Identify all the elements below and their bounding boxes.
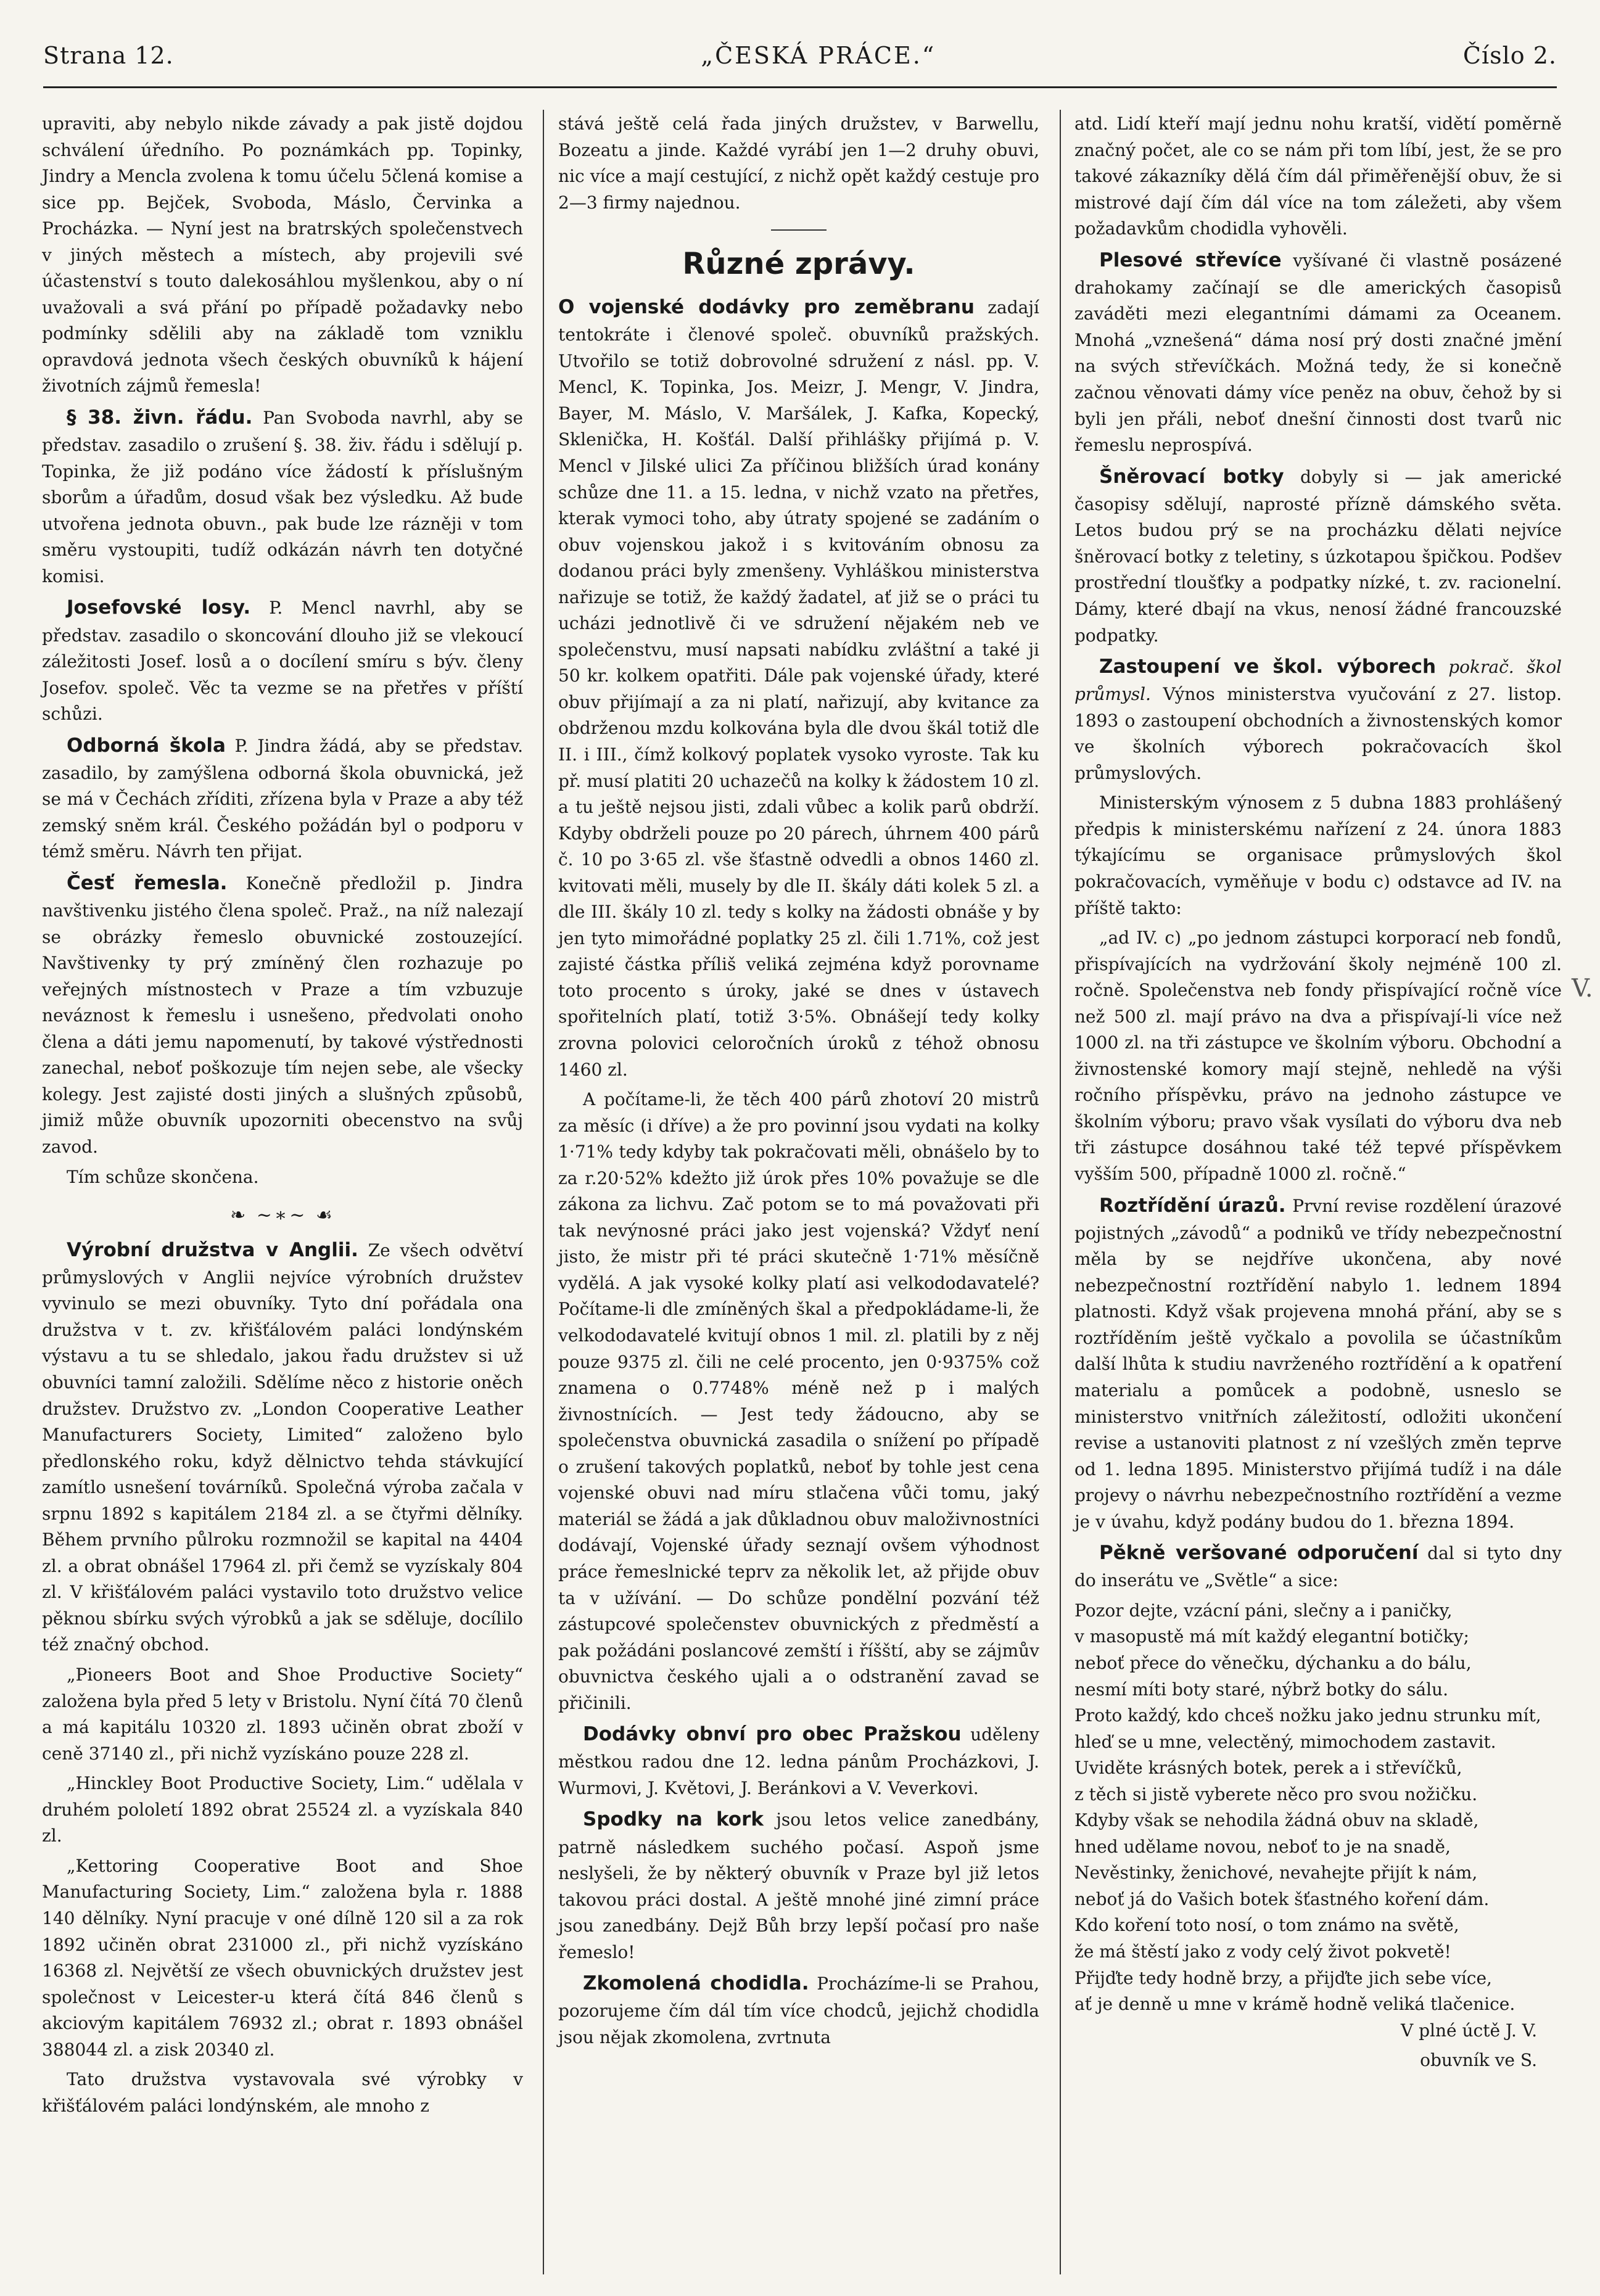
paragraph-text: Ze všech odvětví průmyslových v Anglii nejvíce výrobních družstev vyvinulo se mezi obuvníky. Tyto dní pořádala ona družstva v t. zv. křišťálovém paláci londýnském výstavu a tu se shledalo, jakou řadu družstev si už obuvníci tamní založili. Sdělíme něco z historie oněch družstev. Družstvo zv. „London Cooperative Leather Manufacturers Society, Limited“ založeno bylo předlonského roku, když dělnictvo tehda stávkující zamítlo usnešení továrníků. Společná výroba začala v srpnu 1892 s kapitálem 2184 zl. a se čtyřmi dělníky. Během prvního půlroku rozmnožil se kapital na 4404 zl. a obrat obnášel 17964 zl. při čemž se vyzískaly 804 zl. V křišťálovém paláci vystavilo toto družstvo velice pěknou sbírku svých výrobků a jak se sděluje, docílilo též značný obchod. [42,1240,523,1655]
paragraph [42,731,523,865]
paragraph-text: dobyly si — jak americké časopisy sdělují, naprosté přízně dámského světa. Letos budou prý se na procházku dělati nejvíce šněrovací botky z teletiny, s úzkotapou špičkou. Podšev prostřední tloušťky a podpatky nízké, t. zv. racionelní. Dámy, které dbají na vkus, nenosí žádné francouzské podpatky. [1074,466,1562,646]
poem-line: ať je denně u mne v krámě hodně veliká tlačenice. [1074,1994,1515,2015]
paragraph-text: První revise rozdělení úrazové pojistných „závodů“ a podniků ve třídy nebezpečnostní měla by se nejdříve ukončena, aby nové nebezpečnostní roztřídění nabylo 1. lednem 1894 platnosti. Když však projevena mnohá přání, aby se s roztříděním ještě vyčkalo a povolila se účastníkům další lhůta k studiu navrženého roztřídění a k opatření materialu a pomůcek a podobně, usneslo se ministerstvo vnitřních záležitostí, odložiti ukončení revise a ustanoviti platnost z ní vzešlých změn teprve od 1. ledna 1895. Ministerstvo přijímá tudíž i na dále projevy o návrhu nebezpečnostního roztřídění a vezme je v úvahu, když podány budou do 1. března 1894. [1074,1195,1562,1532]
poem-line: nesmí míti boty staré, nýbrž botky do sálu. [1074,1679,1448,1700]
poem-line: Kdyby však se nehodila žádná obuv na skladě, [1074,1810,1479,1831]
article-heading: Dodávky obnví pro obec Pražskou [583,1723,962,1746]
page-header [43,36,1557,75]
newspaper-title: „ČESKÁ PRÁCE.“ [701,42,936,69]
poem-line: že má štěstí jako z vody celý život pokvetě! [1074,1941,1451,1962]
article-heading: Pěkně veršované odporučení [1099,1542,1419,1565]
poem-line: neboť přece do věnečku, dýchanku a do bálu, [1074,1652,1472,1673]
paragraph [558,1805,1039,1965]
paragraph [1074,1539,1562,1594]
paragraph-text: uděleny městkou radou dne 12. ledna pánům Procházkovi, J. Wurmovi, J. Květovi, J. Beránkovi a V. Veverkovi. [558,1724,1039,1798]
paragraph-text: jsou letos velice zanedbány, patrně následkem suchého počasí. Aspoň jsme neslyšeli, že by některý obuvník v Praze byl již letos takovou práci dostal. A ještě mnohé jiné zimní práce jsou zanedbány. Dejž Bůh brzy lepší počasí pro naše řemeslo! [558,1809,1039,1962]
paragraph-text: Procházíme-li se Prahou, pozorujeme čím dál tím více chodců, jejichž chodidla jsou nějak zkomolena, zvrtnuta [558,1973,1039,2047]
article-heading: Plesové střevíce [1099,249,1282,271]
article-subheading: pokrač. škol průmysl. [1074,657,1562,705]
column-1 [42,111,523,2123]
paragraph: stává ještě celá řada jiných družstev, v Barwellu, Bozeatu a jinde. Každé vyrábí jen 1—2 druhy obuvi, nic více a mají cestující, z nichž opět každý cestuje pro 2—3 firmy najednou. [558,113,1039,213]
paragraph: Tím schůze skončena. [67,1166,259,1187]
inline-heading: Česť řemesla. [67,872,228,894]
poem-line: Uviděte krásných botek, perek a i střevíčků, [1074,1758,1462,1779]
page-number: Strana 12. [43,42,174,69]
poem [1074,1598,1562,2018]
poem-line: v masopustě má mít každý elegantní botičky; [1074,1626,1469,1647]
paragraph [1074,246,1562,459]
poem-line: neboť já do Vašich botek šťastného koření dám. [1074,1888,1490,1909]
article-heading: Roztřídění úrazů. [1099,1194,1286,1217]
paragraph-text: Pan Svoboda navrhl, aby se představ. zasadilo o zrušení §. 38. živ. řádu i sdělují p. Topinka, že již podáno více žádostí k příslušným sborům a úřadům, dosud však bez výsledku. Až bude utvořena jednota obuvn., pak bude lze rázněji v tom směru vystoupiti, tudíž odkázán návrh ten dotyčné komisi. [42,408,523,586]
signature-line: obuvník ve S. [1420,2050,1537,2071]
column-3 [1074,111,1562,2078]
poem-line: Kdo koření toto nosí, o tom známo na světě, [1074,1915,1459,1936]
poem-line: hned udělame novou, neboť to je na snadě, [1074,1836,1451,1857]
paragraph-text: dal si tyto dny do inserátu ve „Světle“ a sice: [1074,1543,1562,1591]
section-title: Různé zprávy. [682,247,915,282]
paragraph [42,869,523,1161]
article-heading: Zastoupení ve škol. výborech [1099,656,1437,678]
paragraph: Ministerským výnosem z 5 dubna 1883 prohlášený předpis k ministerskému nařízení z 24. února 1883 týkajícímu se organisace průmyslových škol pokračovacích, vyměňuje v bodu c) odstavce ad IV. na příště takto: [1074,792,1562,918]
ornament-divider: ❧ ~∗~ ☙ [230,1204,335,1227]
poem-line: Proto každý, kdo chceš nožku jako jednu strunku mít, [1074,1705,1541,1726]
paragraph [1074,652,1562,786]
signature-line: V plné úctě J. V. [1400,2020,1537,2041]
section-rule [771,229,827,231]
inline-heading: § 38. živn. řádu. [67,406,253,429]
paragraph [42,403,523,590]
article-heading: Zkomolená chodidla. [583,1972,809,1995]
paragraph: „ad IV. c) „po jednom zástupci korporací neb fondů, přispívajících na vydržování školy nejméně 100 zl. ročně. Společenstva neb fondy přispívající ročně více než 500 zl. mají právo na dva a přispívají-li více než 1000 zl. na tři zástupce ve školním výboru. Obchodní a živnostenské komory mají stejně, nehledě na výši ročního příspěvku, právo na jednoho zástupce ve školním výboru; pravo však vysílati do výboru dva neb tři zástupce dosáhnou také též tepvé příspěvkem vyšším 500, případně 1000 zl. ročně.“ [1074,928,1562,1185]
paragraph-text: Konečně předložil p. Jindra navštivenku jistého člena společ. Praž., na níž nalezají se obrázky řemeslo obuvnické zostouzející. Navštivenky ty prý zmíněný člen rozhazuje po veřejných místnostech v Praze a tím vzbuzuje neváznost k řemeslu i usnešeno, předvolati onoho člena a dáti jemu napomenutí, by takové výstřednosti zanechal, neboť poškozuje tím nejen sebe, ale všecky kolegy. Jest zajisté dosti jiných a slušných způsobů, jimiž může obuvník upozorniti obecenstvo na svůj zavod. [42,873,523,1158]
paragraph-text: P. Mencl navrhl, aby se představ. zasadilo o skoncování dlouho již se vlekoucí záležitosti Josef. losů a o docílení smíru s býv. členy Josefov. společ. Věc ta vezme se na přetřes v příští schůzi. [42,598,523,725]
paragraph: Tato družstva vystavovala své výrobky v křišťálovém paláci londýnském, ale mnoho z [42,2069,523,2116]
inline-heading: Josefovské losy. [67,596,251,619]
paragraph [42,593,523,727]
paragraph [1074,1191,1562,1536]
poem-line: z těch si jistě vyberete něco pro svou nožičku. [1074,1784,1478,1804]
poem-line: hleď se u mne, velectěný, mimochodem zastavit. [1074,1731,1496,1752]
paragraph-text: Výnos ministerstva vyučování z 27. listop. 1893 o zastoupení obchodních a živnostenských komor ve školních výborech pokračovacích škol průmyslových. [1074,684,1562,783]
paragraph: „Pioneers Boot and Shoe Productive Society“ založena byla před 5 lety v Bristolu. Nyní čítá 70 členů a má kapitálu 10320 zl. 1893 učiněn obrat zboží v ceně 37140 zl., při nichž vyzískáno pouze 228 zl. [42,1664,523,1764]
paragraph: „Hinckley Boot Productive Society, Lim.“ udělala v druhém pololetí 1892 obrat 25524 zl. a vyzískala 840 zl. [42,1773,523,1846]
paragraph-text: zadají tentokráte i členové společ. obuvníků pražských. Utvořilo se totiž dobrovolné sdružení z násl. pp. V. Mencl, K. Topinka, Jos. Meizr, J. Mengr, V. Jindra, Bayer, M. Máslo, V. Maršálek, J. Kafka, Kopecký, Sklenička, H. Košťál. Další přihlášky přijímá p. V. Mencl v Jilské ulici Za příčinou bližších úrad konány schůze dne 11. a 15. ledna, v nichž vzato na přetřes, kterak vymoci toho, aby útraty spojené se zadáním o obuv vojenskou jakož i s kvitováním obnosu za dodanou práci byly zmenšeny. Vyhláškou ministerstva nařizuje se totiž, že každý žadatel, ať již se o práci tu ucházi jednotlivě či ve sdružení nějakém neb ve společenstvu, musí napsati nabídku zvláštní a také ji 50 kr. kolkem opatřiti. Dále pak vojenské úřady, které obuv přijímají a za ni platí, nařizují, aby kvitance za obdrženou mzdu kolkována byla dle dvou škál totiž dle II. i III., čímž kolkový poplatek vysoko vyroste. Tak ku př. musí platiti 20 uchazečů na kolky k žádostem 10 zl. a tu ještě nejsou jisti, zdali vůbec a kolik parů obdrží. Kdyby obdrželi pouze po 20 párech, úhrnem 400 párů č. 10 po 3·65 zl. vše šťastně odvedli a obnos 1460 zl. kvitovati měli, musely by dle II. škály dáti kolek 5 zl. a dle III. škály 10 zl. tedy s kolky na žádosti obnáše y by jen tyto mimořádné poplatky 25 zl. čili 1.71%, což jest zajisté částka příliš veliká zejména když porovname toto procento s úroky, jaké se dnes v ústavech spořitelních platí, totiž 3·5%. Obnášejí tedy kolky zrovna polovici celoročních úroků z téhož obnosu 1460 zl. [558,297,1039,1080]
inline-heading: Odborná škola [67,734,226,757]
paragraph: upraviti, aby nebylo nikde závady a pak jistě dojdou schválení úředního. Po poznámkách pp. Topinky, Jindry a Mencla zvolena k tomu účelu 5člená komise a sice pp. Bejček, Svoboda, Máslo, Červinka a Procházka. — Nyní jest na bratrských společenstvech v jiných městech a místech, aby projevili své účastenství s touto dalekosáhlou myšlenkou, aby o ní uvažovali a svá přání po případě požadavky nebo podmínky sdělili aby na základě tom vzniklu opravdová jednota všech českých obuvníků k hájení životních zájmů řemesla! [42,113,523,397]
paragraph: A počítame-li, že těch 400 párů zhotoví 20 mistrů za měsíc (i dříve) a že pro povinní jsou vydati na kolky 1·71% tedy kdyby tak pokračovati měli, obnášelo by to za r.20·52% kdežto již úrok přes 10% považuje se dle zákona za lichvu. Zač potom se to má považovati při tak nevýnosné práci jako jest vojenská? Vždyť není jisto, že mistr při té práci skutečně 1·71% měsíčně vydělá. A jak vysoké kolky platí asi velkododavatelé? Počítame-li dle zmíněných škal a předpokládame-li, že velkododavatelé kvitují obnos 1 mil. zl. platili by z něj pouze 9375 zl. čili ne celé procento, jen 0·9375% což znamena o 0.7748% méně než p i malých živnostnících. — Jest tedy žádoucno, aby se společenstva obuvnická zasadila o snížení po případě o zrušení takových poplatků, neboť by tohle jest cena vojenské obuvi nad míru stlačena vůči tomu, jaký materiál se žádá a jak důkladnou obuv maloživnostníci dodávají, Vojenské úřady seznají ovšem výhodnost práce řemeslnické teprv za několik let, až přijde obuv ta v užívání. — Do schůze pondělní pozvání též zástupcové společenstev obuvnických z předměstí a pak požádáni poslancové zemští i říšští, aby se zájmův obuvnictva českého ujali a o odstranění zavad se přičinili. [558,1089,1039,1713]
paragraph [1074,463,1562,649]
paragraph-text: vyšívané či vlastně posázené drahokamy začínají se dle amerických časopisů zaváděti mezi elegantními dámami za Oceanem. Mnohá „vznešená“ dáma nosí prý dosti značné jmění na svých střevíčkách. Možná tedy, že si konečně začnou věnovati dámy více peněz na obuv, čehož by si byli jen přáli, neboť dnešní činnosti dost tvarů nic řemeslu neprospívá. [1074,250,1562,456]
header-rule [43,86,1557,88]
paragraph [558,1720,1039,1801]
paragraph [42,1236,523,1658]
article-heading: O vojenské dodávky pro zeměbranu [558,296,975,319]
paragraph [558,293,1039,1083]
column-divider-1 [543,110,544,2274]
paragraph-text: P. Jindra žádá, aby se představ. zasadilo, by zamýšlena odborná škola obuvnická, jež se má v Čechách zříditi, zřízena byla v Praze a aby též zemský sněm král. Českého požádán byl o podporu v témž směru. Návrh ten přijat. [42,735,523,862]
paragraph: „Kettoring Cooperative Boot and Shoe Manufacturing Society, Lim.“ založena byla r. 1888 140 dělníky. Nyní pracuje v oné dílně 120 sil a za rok 1892 učiněn obrat 231000 zl., při nichž vyzískáno 16368 zl. Největší ze všech obuvnických družstev jest společnost v Leicester-u která čítá 846 členů s akciovým kapitálem 76932 zl.; obrat r. 1893 obnášel 388044 zl. a zisk 20340 zl. [42,1855,523,2060]
paragraph: atd. Lidí kteří mají jednu nohu kratší, vidětí poměrně značný počet, ale co se nám při tom líbí, jest, že se pro takové zákazníky dělá čím dál přiměřenější obuv, že si mistrové dají čím dál více na tom záležeti, aby všem požadavkům chodidla vyhověli. [1074,113,1562,239]
column-2 [558,111,1039,2054]
article-heading: Spodky na kork [583,1808,764,1831]
issue-number: Číslo 2. [1462,42,1557,69]
column-divider-2 [1060,110,1061,2274]
article-heading: Výrobní družstva v Anglii. [67,1238,358,1261]
poem-line: Pozor dejte, vzácní páni, slečny a i paničky, [1074,1600,1453,1621]
margin-mark: V. [1572,974,1593,1003]
poem-line: Přijďte tedy hodně brzy, a přijďte jich sebe více, [1074,1967,1492,1988]
article-heading: Šněrovací botky [1099,465,1284,488]
poem-line: Nevěstinky, ženichové, nevahejte přijít k nám, [1074,1862,1478,1883]
paragraph [558,1969,1039,2051]
